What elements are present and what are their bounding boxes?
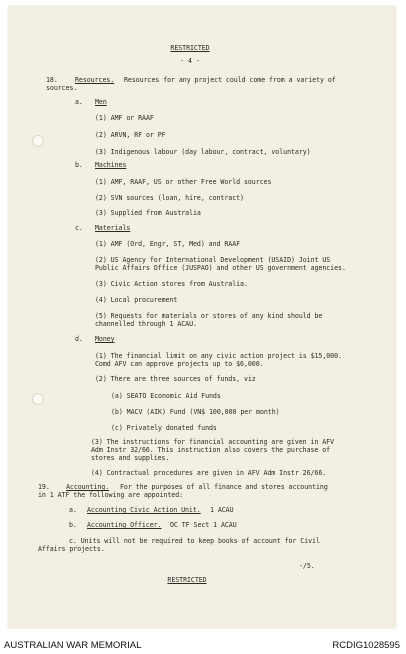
list-item: (3) Indigenous labour (day labour, contract, voluntary): [95, 148, 311, 156]
list-item-continued: Comd AFV can approve projects up to $6,000.: [95, 360, 264, 368]
paragraph-text: For the purposes of all finance and stores accounting: [120, 483, 328, 491]
subparagraph-title: Men: [95, 98, 107, 106]
punch-hole: [32, 135, 44, 147]
archive-name: AUSTRALIAN WAR MEMORIAL: [4, 640, 142, 651]
page-number: - 4 -: [180, 57, 200, 65]
classification-header: RESTRICTED: [170, 44, 210, 52]
paragraph-number: 19.: [38, 483, 50, 491]
subparagraph-letter: c.: [75, 224, 83, 232]
subparagraph-letter: d.: [75, 335, 83, 343]
subparagraph-title: Money: [95, 335, 115, 343]
subparagraph-letter: b.: [75, 161, 83, 169]
list-item: (1) The financial limit on any civic action project is $15,000.: [95, 352, 342, 360]
sub-list-item: (c) Privately donated funds: [111, 424, 217, 432]
continuation-marker: -/5.: [299, 562, 315, 570]
archive-footer: [0, 636, 406, 654]
list-item: (3) Supplied from Australia: [95, 209, 201, 217]
punch-hole: [32, 393, 44, 405]
list-item: (2) There are three sources of funds, viz: [95, 375, 256, 383]
subparagraph-title: Materials: [95, 224, 131, 232]
paragraph-title: Accounting.: [66, 483, 110, 491]
paragraph-text: Resources for any project could come from a variety of: [124, 76, 336, 84]
list-item: (1) AMF (Ord, Engr, ST, Med) and RAAF: [95, 240, 241, 248]
subparagraph-text-continued: Affairs projects.: [38, 545, 105, 553]
list-item: (2) SVN sources (loan, hire, contract): [95, 194, 244, 202]
subparagraph-title: Machines: [95, 161, 127, 169]
subparagraph-letter: b.: [69, 521, 77, 529]
list-item: (5) Requests for materials or stores of any kind should be: [95, 312, 323, 320]
classification-footer: RESTRICTED: [167, 576, 207, 584]
list-item: (1) AMF, RAAF, US or other Free World sources: [95, 178, 272, 186]
subparagraph-letter: a.: [69, 506, 77, 514]
list-item-continued: Public Affairs Office (JUSPAO) and other US government agencies.: [95, 264, 346, 272]
list-item: (4) Contractual procedures are given in AFV Adm Instr 26/66.: [91, 469, 327, 477]
list-item: (2) US Agency for International Development (USAID) Joint US: [95, 256, 331, 264]
sub-list-item: (a) SEATO Economic Aid Funds: [111, 392, 221, 400]
list-item: (3) The instructions for financial accounting are given in AFV: [91, 438, 335, 446]
subparagraph-text: 1 ACAU: [210, 506, 234, 514]
paragraph-number: 18.: [46, 76, 58, 84]
paragraph-text: sources.: [46, 84, 78, 92]
paragraph-text: in 1 ATF the following are appointed:: [38, 491, 184, 499]
subparagraph-title: Accounting Civic Action Unit.: [87, 506, 201, 514]
list-item: (4) Local procurement: [95, 296, 178, 304]
list-item: (1) AMF or RAAF: [95, 114, 154, 122]
subparagraph-letter: a.: [75, 98, 83, 106]
subparagraph-text: c. Units will not be required to keep books of account for Civil: [69, 537, 320, 545]
subparagraph-title: Accounting Officer.: [87, 521, 162, 529]
list-item-continued: stores and supplies.: [91, 454, 170, 462]
archive-reference: RCDIG1028595: [332, 640, 400, 651]
sub-list-item: (b) MACV (AIK) Fund (VN$ 100,000 per month): [111, 408, 280, 416]
subparagraph-text: OC TF Sect 1 ACAU: [170, 521, 237, 529]
list-item: (2) ARVN, RF or PF: [95, 131, 166, 139]
list-item: (3) Civic Action stores from Australia.: [95, 280, 248, 288]
list-item-continued: Adm Instr 32/66. This instruction also covers the purchase of: [91, 446, 331, 454]
paragraph-title: Resources.: [75, 76, 115, 84]
list-item-continued: channelled through 1 ACAU.: [95, 320, 197, 328]
